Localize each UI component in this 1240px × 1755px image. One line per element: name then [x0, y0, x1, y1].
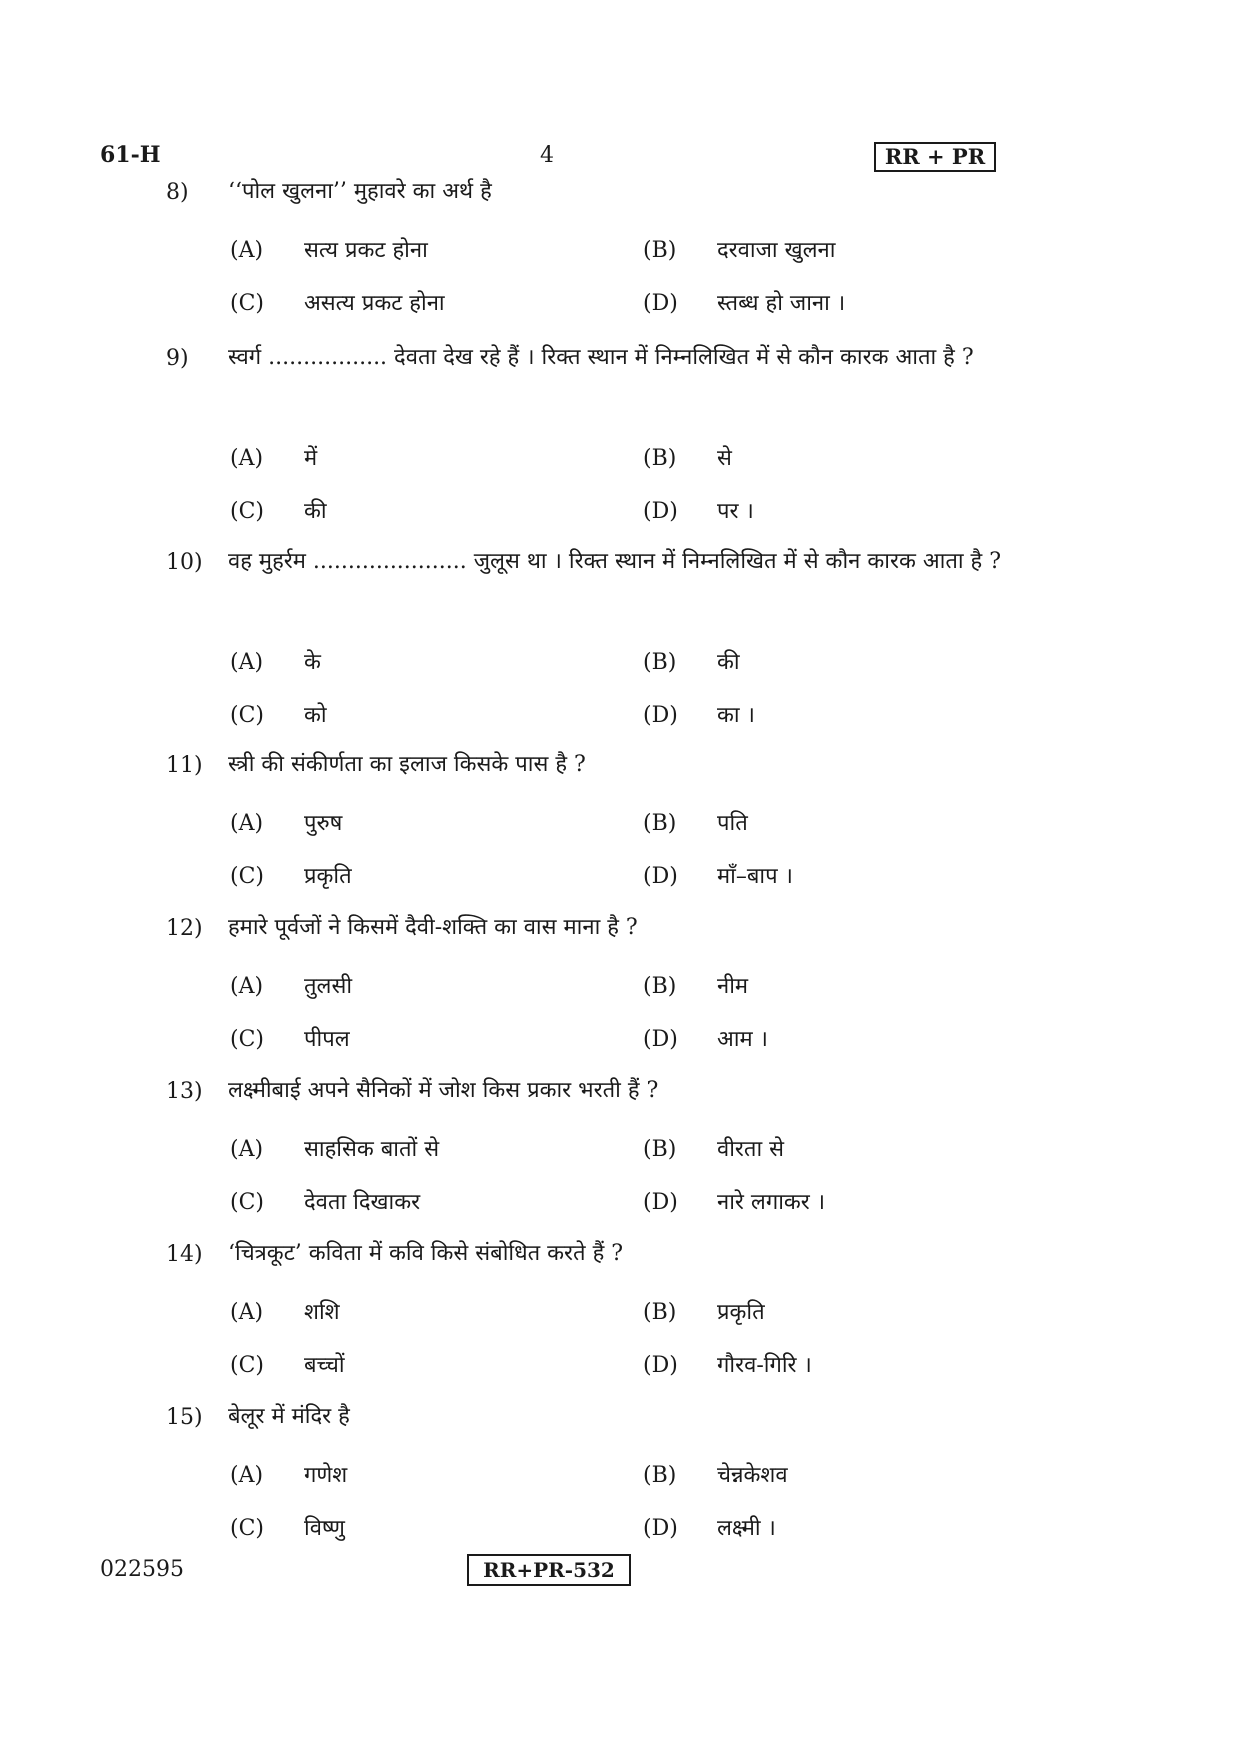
option-text: साहसिक बातों से	[304, 1137, 440, 1162]
option-text: पति	[717, 811, 748, 836]
series-box: RR + PR	[874, 142, 996, 172]
option-text: का ।	[717, 703, 755, 728]
option-d	[643, 860, 793, 890]
option-d	[643, 1023, 768, 1053]
page-number: 4	[540, 143, 554, 168]
option-label: (A)	[230, 1300, 264, 1325]
question-text: ‘चित्रकूट’ कविता में कवि किसे संबोधित करते हैं ?	[228, 1241, 624, 1266]
option-c	[230, 287, 445, 317]
option-text: असत्य प्रकट होना	[304, 291, 445, 316]
question-text: स्त्री की संकीर्णता का इलाज किसके पास है ?	[228, 752, 586, 777]
option-text: लक्ष्मी ।	[717, 1516, 776, 1541]
option-label: (B)	[643, 1137, 677, 1162]
option-label: (D)	[643, 864, 678, 889]
option-text: पुरुष	[304, 811, 343, 836]
option-a	[230, 234, 428, 264]
question-text: बेलूर में मंदिर है	[228, 1404, 350, 1429]
option-c	[230, 860, 352, 890]
question-text: स्वर्ग ................. देवता देख रहे हैं । रिक्त स्थान में निम्नलिखित में से कौन कारक आता है ?	[228, 345, 974, 370]
option-text: विष्णु	[304, 1516, 345, 1541]
question-text: वह मुहर्रम ...................... जुलूस था । रिक्त स्थान में निम्नलिखित में से कौन कारक आता है ?	[228, 549, 1002, 574]
subject-code: 61-H	[100, 142, 161, 168]
option-d	[643, 1186, 825, 1216]
option-b	[643, 970, 748, 1000]
option-text: चेन्नकेशव	[717, 1463, 788, 1488]
option-label: (B)	[643, 650, 677, 675]
option-text: प्रकृति	[304, 864, 352, 889]
option-label: (A)	[230, 974, 264, 999]
option-label: (B)	[643, 1300, 677, 1325]
option-a	[230, 970, 352, 1000]
option-b	[643, 1133, 784, 1163]
option-a	[230, 1459, 347, 1489]
option-a	[230, 1296, 340, 1326]
option-label: (D)	[643, 1027, 678, 1052]
option-text: की	[304, 499, 327, 524]
paper-code-box: RR+PR-532	[467, 1554, 631, 1586]
option-label: (A)	[230, 650, 264, 675]
option-d	[643, 1512, 776, 1542]
option-d	[643, 495, 754, 525]
option-text: दरवाजा खुलना	[717, 238, 836, 263]
footer-code: 022595	[100, 1557, 184, 1582]
option-text: पीपल	[304, 1027, 350, 1052]
option-b	[643, 1296, 765, 1326]
question-number: 8)	[166, 180, 189, 205]
option-label: (C)	[230, 499, 264, 524]
option-d	[643, 287, 845, 317]
option-c	[230, 1349, 345, 1379]
option-d	[643, 1349, 812, 1379]
option-label: (D)	[643, 499, 678, 524]
option-label: (C)	[230, 1353, 264, 1378]
option-label: (A)	[230, 446, 264, 471]
option-b	[643, 646, 740, 676]
option-c	[230, 1023, 350, 1053]
option-b	[643, 234, 835, 264]
option-text: से	[717, 446, 732, 471]
option-text: नीम	[717, 974, 749, 999]
question-number: 11)	[166, 753, 203, 778]
option-d	[643, 699, 755, 729]
option-text: में	[304, 446, 318, 471]
option-text: गणेश	[304, 1463, 348, 1488]
option-text: तुलसी	[304, 974, 353, 999]
option-text: प्रकृति	[717, 1300, 765, 1325]
option-label: (C)	[230, 1027, 264, 1052]
option-label: (A)	[230, 1463, 264, 1488]
question-number: 10)	[166, 550, 203, 575]
option-c	[230, 1186, 420, 1216]
option-text: के	[304, 650, 321, 675]
option-label: (C)	[230, 1190, 264, 1215]
option-text: वीरता से	[717, 1137, 785, 1162]
option-label: (B)	[643, 974, 677, 999]
option-text: बच्चों	[304, 1353, 345, 1378]
option-label: (A)	[230, 1137, 264, 1162]
option-text: सत्य प्रकट होना	[304, 238, 428, 263]
option-a	[230, 646, 321, 676]
option-label: (A)	[230, 811, 264, 836]
option-label: (D)	[643, 703, 678, 728]
option-label: (A)	[230, 238, 264, 263]
option-text: गौरव-गिरि ।	[717, 1353, 812, 1378]
option-label: (B)	[643, 1463, 677, 1488]
question-number: 9)	[166, 346, 189, 371]
option-a	[230, 442, 317, 472]
option-text: की	[717, 650, 740, 675]
option-label: (C)	[230, 291, 264, 316]
option-a	[230, 807, 342, 837]
option-label: (D)	[643, 1190, 678, 1215]
option-label: (B)	[643, 446, 677, 471]
option-c	[230, 699, 327, 729]
option-b	[643, 442, 732, 472]
option-c	[230, 495, 327, 525]
option-a	[230, 1133, 439, 1163]
option-label: (C)	[230, 864, 264, 889]
option-b	[643, 1459, 788, 1489]
option-label: (C)	[230, 703, 264, 728]
question-number: 13)	[166, 1079, 203, 1104]
option-text: पर ।	[717, 499, 754, 524]
question-text: हमारे पूर्वजों ने किसमें दैवी-शक्ति का वास माना है ?	[228, 915, 638, 940]
option-text: आम ।	[717, 1027, 768, 1052]
option-label: (D)	[643, 1516, 678, 1541]
option-b	[643, 807, 748, 837]
option-label: (D)	[643, 291, 678, 316]
option-label: (B)	[643, 238, 677, 263]
option-text: को	[304, 703, 327, 728]
option-text: माँ–बाप ।	[717, 864, 793, 889]
question-number: 15)	[166, 1405, 203, 1430]
question-number: 12)	[166, 916, 203, 941]
option-text: शशि	[304, 1300, 340, 1325]
option-label: (B)	[643, 811, 677, 836]
question-text: लक्ष्मीबाई अपने सैनिकों में जोश किस प्रकार भरती हैं ?	[228, 1078, 659, 1103]
option-text: स्तब्ध हो जाना ।	[717, 291, 846, 316]
question-number: 14)	[166, 1242, 203, 1267]
option-text: देवता दिखाकर	[304, 1190, 421, 1215]
option-label: (C)	[230, 1516, 264, 1541]
option-text: नारे लगाकर ।	[717, 1190, 826, 1215]
question-text: ‘‘पोल खुलना’’ मुहावरे का अर्थ है	[228, 179, 492, 204]
option-c	[230, 1512, 345, 1542]
option-label: (D)	[643, 1353, 678, 1378]
